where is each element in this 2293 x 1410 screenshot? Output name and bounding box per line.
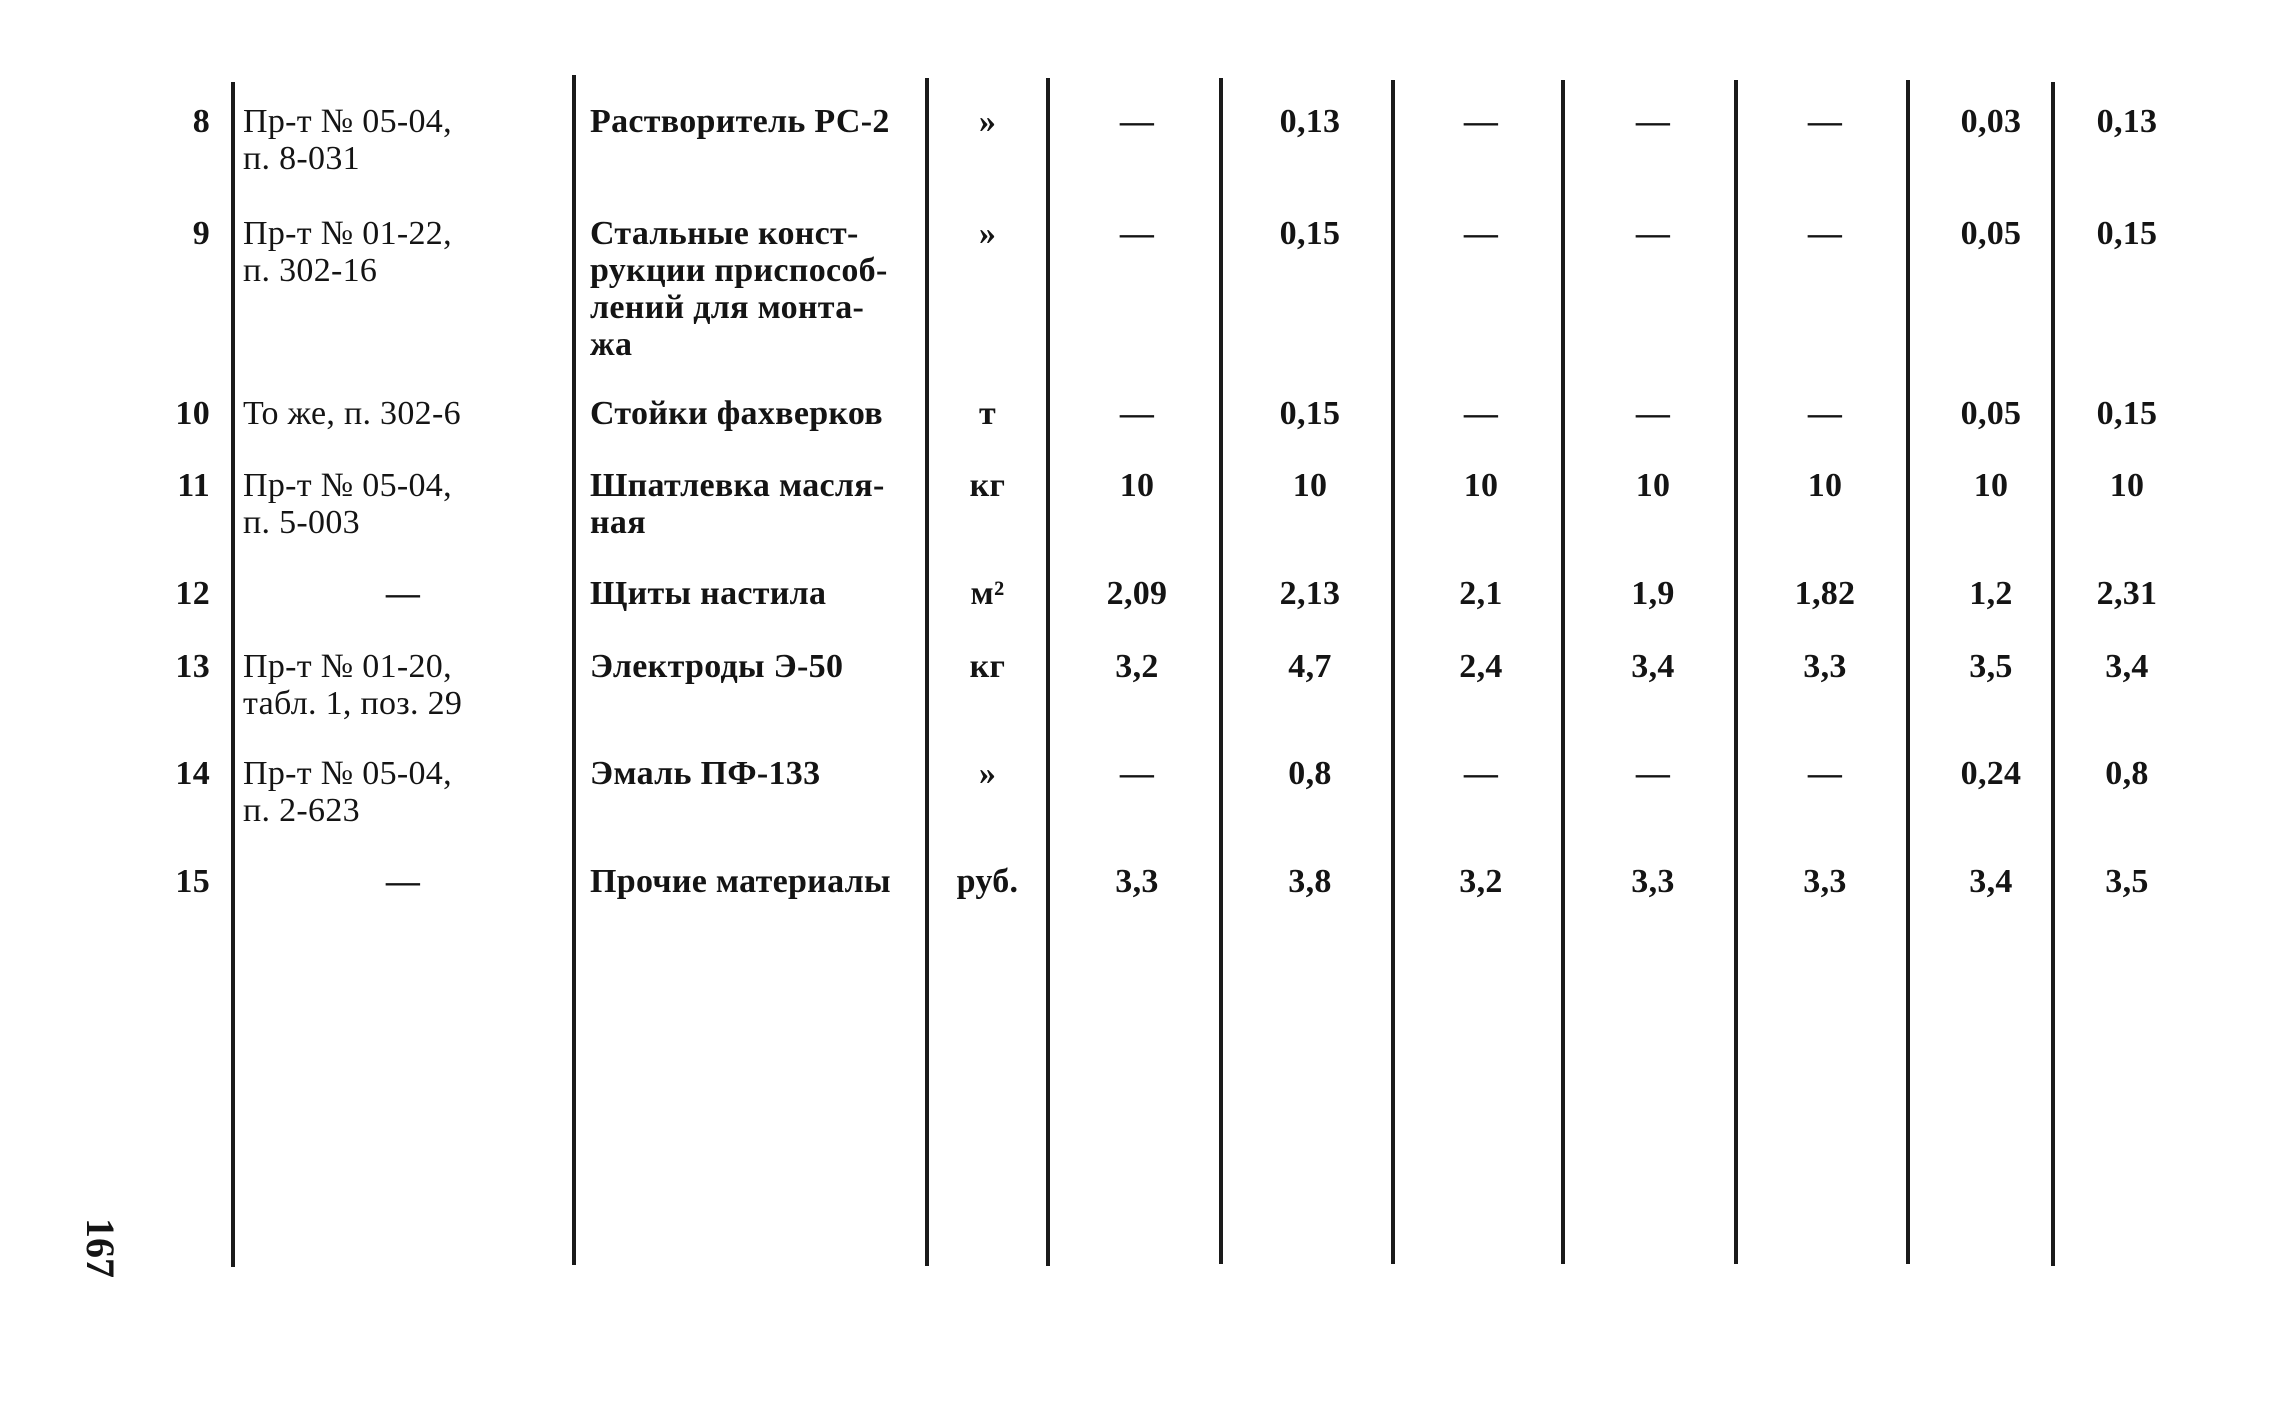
reference-line: Пр-т № 01-20, [243, 648, 452, 685]
value-cell: — [1463, 103, 1499, 140]
column-rule [1219, 78, 1223, 1264]
page-number: 167 [78, 1218, 123, 1278]
value-cell: — [1119, 755, 1155, 792]
value-cell: 3,2 [1459, 863, 1503, 900]
reference-line: То же, п. 302-6 [243, 395, 461, 432]
row-number: 14 [175, 755, 210, 792]
reference-line: п. 5-003 [243, 504, 360, 541]
value-cell: — [1635, 215, 1671, 252]
row-number: 15 [175, 863, 210, 900]
reference-cell [243, 395, 573, 432]
value-cell: 2,4 [1459, 648, 1503, 685]
value-cell: 3,8 [1288, 863, 1332, 900]
value-cell: 0,15 [1279, 215, 1341, 252]
value-cell: 0,05 [1960, 215, 2022, 252]
reference-line: Пр-т № 01-22, [243, 215, 452, 252]
reference-line: табл. 1, поз. 29 [243, 685, 463, 722]
column-rule [231, 82, 235, 1267]
material-cell [590, 395, 920, 432]
reference-line: Пр-т № 05-04, [243, 467, 452, 504]
material-line: лений для монта- [590, 289, 865, 326]
material-line: Щиты настила [590, 575, 827, 612]
value-cell: 10 [1635, 467, 1671, 504]
column-rule [1561, 80, 1565, 1264]
reference-cell [243, 863, 563, 900]
reference-line: п. 302-16 [243, 252, 378, 289]
column-rule [1906, 80, 1910, 1264]
material-cell [590, 648, 920, 685]
value-cell: — [1635, 755, 1671, 792]
value-cell: 4,7 [1288, 648, 1332, 685]
reference-cell [243, 755, 573, 829]
material-line: Стальные конст- [590, 215, 859, 252]
value-cell: 10 [1807, 467, 1843, 504]
material-cell [590, 467, 920, 541]
column-rule [1391, 80, 1395, 1264]
unit-cell: » [978, 215, 997, 252]
reference-cell [243, 103, 573, 177]
row-number: 9 [192, 215, 210, 252]
value-cell: 2,1 [1459, 575, 1503, 612]
value-cell: — [1807, 395, 1843, 432]
value-cell: 0,15 [2096, 395, 2158, 432]
value-cell: — [1807, 103, 1843, 140]
material-line: Шпатлевка масля- [590, 467, 885, 504]
value-cell: 10 [1973, 467, 2009, 504]
value-cell: 10 [1292, 467, 1328, 504]
row-number: 11 [177, 467, 210, 504]
value-cell: 0,8 [1288, 755, 1332, 792]
unit-cell: м² [970, 575, 1005, 612]
value-cell: 3,3 [1803, 648, 1847, 685]
material-cell [590, 755, 920, 792]
row-number: 10 [175, 395, 210, 432]
value-cell: 1,2 [1969, 575, 2013, 612]
value-cell: — [1463, 215, 1499, 252]
value-cell: 1,9 [1631, 575, 1675, 612]
row-number: 12 [175, 575, 210, 612]
value-cell: 3,2 [1115, 648, 1159, 685]
value-cell: 3,4 [1631, 648, 1675, 685]
value-cell: 3,3 [1115, 863, 1159, 900]
material-cell [590, 863, 920, 900]
material-line: Электроды Э-50 [590, 648, 844, 685]
value-cell: — [1119, 215, 1155, 252]
reference-line: Пр-т № 05-04, [243, 755, 452, 792]
unit-cell: кг [969, 648, 1006, 685]
value-cell: 1,82 [1794, 575, 1856, 612]
value-cell: 0,8 [2105, 755, 2149, 792]
value-cell: 0,24 [1960, 755, 2022, 792]
row-number: 13 [175, 648, 210, 685]
material-line: Стойки фахверков [590, 395, 883, 432]
value-cell: 0,15 [1279, 395, 1341, 432]
reference-line: Пр-т № 05-04, [243, 103, 452, 140]
material-line: рукции приспособ- [590, 252, 888, 289]
value-cell: 3,4 [2105, 648, 2149, 685]
value-cell: 0,13 [2096, 103, 2158, 140]
material-cell [590, 215, 920, 363]
reference-cell [243, 575, 563, 612]
value-cell: — [1807, 215, 1843, 252]
reference-line: п. 2-623 [243, 792, 360, 829]
column-rule [1046, 78, 1050, 1266]
value-cell: 10 [1119, 467, 1155, 504]
reference-line: — [385, 863, 421, 900]
value-cell: 10 [2109, 467, 2145, 504]
value-cell: — [1463, 755, 1499, 792]
value-cell: — [1119, 103, 1155, 140]
material-line: Прочие материалы [590, 863, 891, 900]
column-rule [925, 78, 929, 1266]
material-line: ная [590, 504, 646, 541]
value-cell: 2,13 [1279, 575, 1341, 612]
value-cell: — [1463, 395, 1499, 432]
value-cell: — [1119, 395, 1155, 432]
unit-cell: » [978, 755, 997, 792]
value-cell: 3,3 [1631, 863, 1675, 900]
unit-cell: т [978, 395, 996, 432]
value-cell: 3,4 [1969, 863, 2013, 900]
reference-cell [243, 648, 573, 722]
value-cell: 2,31 [2096, 575, 2158, 612]
value-cell: — [1635, 103, 1671, 140]
reference-line: — [385, 575, 421, 612]
value-cell: 3,5 [2105, 863, 2149, 900]
value-cell: 0,13 [1279, 103, 1341, 140]
material-line: жа [590, 326, 633, 363]
value-cell: 3,3 [1803, 863, 1847, 900]
value-cell: 0,05 [1960, 395, 2022, 432]
reference-cell [243, 215, 573, 289]
unit-cell: » [978, 103, 997, 140]
value-cell: 0,15 [2096, 215, 2158, 252]
material-line: Эмаль ПФ-133 [590, 755, 821, 792]
column-rule [1734, 80, 1738, 1264]
unit-cell: кг [969, 467, 1006, 504]
reference-line: п. 8-031 [243, 140, 360, 177]
value-cell: 0,03 [1960, 103, 2022, 140]
reference-cell [243, 467, 573, 541]
material-line: Растворитель РС-2 [590, 103, 890, 140]
value-cell: — [1807, 755, 1843, 792]
row-number: 8 [192, 103, 210, 140]
material-cell [590, 575, 920, 612]
value-cell: 2,09 [1106, 575, 1168, 612]
value-cell: 10 [1463, 467, 1499, 504]
value-cell: 3,5 [1969, 648, 2013, 685]
unit-cell: руб. [956, 863, 1019, 900]
value-cell: — [1635, 395, 1671, 432]
material-cell [590, 103, 920, 140]
